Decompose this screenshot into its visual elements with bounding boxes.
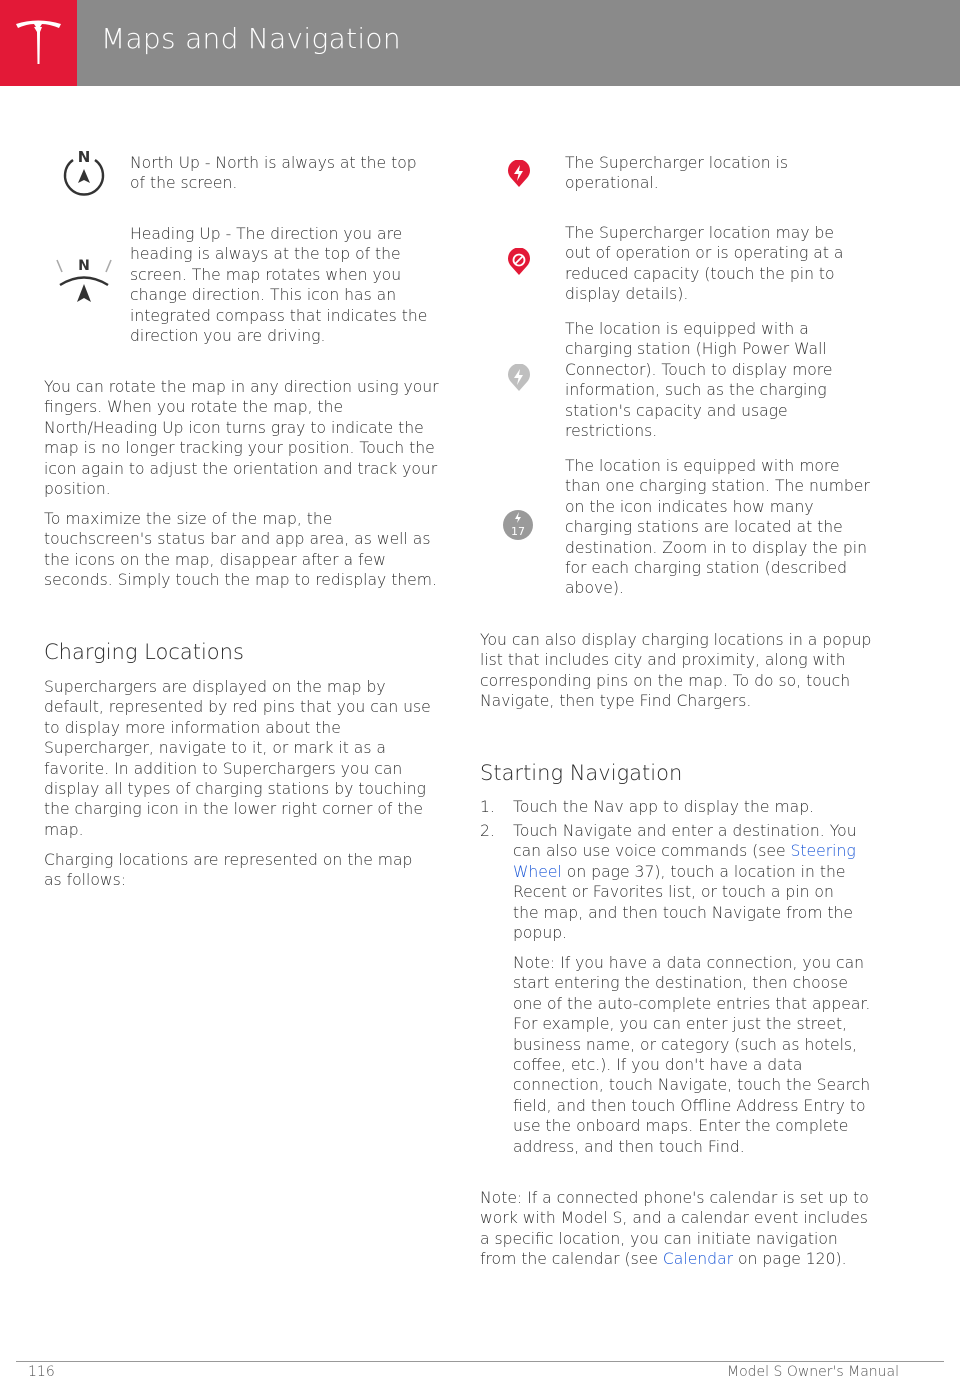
tesla-logo-icon — [13, 18, 64, 68]
step-2-text — [513, 821, 863, 943]
step-2-text-b: on page 37), touch a location in the Recent or Favorites list, or touch a pin on the map, and then touch Navigate from the popup. — [513, 862, 853, 943]
supercharger-pin-icon — [507, 160, 531, 188]
manual-title: Model S Owner's Manual — [727, 1364, 899, 1380]
page-title: Maps and Navigation — [101, 22, 401, 55]
supercharger-limited-text: The Supercharger location may be out of operation or is operating at a reduced capacity (touch the pin to display details). — [565, 224, 844, 304]
page-header — [0, 0, 960, 86]
popup-list-paragraph: You can also display charging locations in a popup list that includes city and proximity, along with corresponding pins on the map. To do so, touch Navigate, then type Find Chargers. — [480, 631, 872, 711]
step-2-text-a: Touch Navigate and enter a destination. You can also use voice commands (see — [513, 822, 857, 861]
multiple-stations-text: The location is equipped with more than one charging station. The number on the icon indicates how many charging stations are located at the destination. Zoom in to display the pin for each charging station (described above). — [565, 457, 870, 598]
charging-represented-paragraph: Charging locations are represented on the map as follows: — [44, 851, 413, 890]
calendar-note-a: Note: If a connected phone's calendar is set up to work with Model S, and a calendar event includes a specific location, you can initiate navigation from the calendar (see — [480, 1189, 869, 1269]
heading-up-description: Heading Up - The direction you are heading is always at the top of the screen. The map rotates when you change direction. This icon has an integrated compass that indicates the direction you are driving. — [130, 225, 428, 346]
calendar-note-b: on page 120). — [733, 1250, 847, 1269]
charging-station-pin-icon — [507, 364, 531, 392]
data-connection-note: Note: If you have a data connection, you can start entering the destination, then choose one of the auto-complete entries that appear. For example, you can enter just the street, business name, or category (such as hotels, coffee, etc.). If you don't have a data connection, touch Navigate, touch the Search field, and then touch Offline Address Entry to use the onboard maps. Enter the complete address, and then touch Find. — [513, 954, 871, 1156]
svg-text:N: N — [77, 148, 91, 166]
supercharger-operational-text: The Supercharger location is operational. — [565, 154, 789, 193]
tesla-logo — [0, 0, 77, 86]
step-1-number: 1. — [480, 798, 495, 816]
charging-cluster-icon — [502, 509, 534, 541]
rotate-paragraph: You can rotate the map in any direction using your fingers. When you rotate the map, the North/Heading Up icon turns gray to indicate the map is no longer tracking your position. Touch the icon again to adjust the orientation and track your position. — [44, 378, 439, 499]
calendar-note — [480, 1188, 875, 1270]
starting-navigation-heading: Starting Navigation — [480, 761, 683, 785]
page-number: 116 — [28, 1364, 55, 1380]
maximize-paragraph: To maximize the size of the map, the touchscreen's status bar and app area, as well as the icons on the map, disappear after a few seconds. Simply touch the map to redisplay them. — [44, 510, 437, 590]
steering-wheel-link[interactable]: Steering Wheel — [513, 842, 856, 881]
step-2-number: 2. — [480, 822, 495, 840]
step-1-text: Touch the Nav app to display the map. — [513, 798, 815, 816]
cluster-count: 17 — [511, 525, 525, 538]
calendar-link[interactable]: Calendar — [662, 1250, 734, 1269]
charging-locations-heading: Charging Locations — [44, 640, 244, 664]
heading-up-icon — [52, 252, 116, 310]
footer-divider — [16, 1361, 944, 1362]
north-up-icon — [56, 146, 112, 198]
north-up-description: North Up - North is always at the top of the screen. — [130, 154, 417, 193]
svg-text:N: N — [78, 258, 90, 274]
supercharger-limited-pin-icon — [507, 248, 531, 276]
superchargers-paragraph: Superchargers are displayed on the map by default, represented by red pins that you can use to display more information about the Supercharger, navigate to it, or mark it as a favorite. In addition to Superchargers you can display all types of charging stations by touching the charging icon in the lower right corner of the map. — [44, 678, 431, 839]
charging-station-text: The location is equipped with a charging station (High Power Wall Connector). Touch to display more information, such as the charging station's capacity and usage restrictions. — [565, 320, 833, 441]
